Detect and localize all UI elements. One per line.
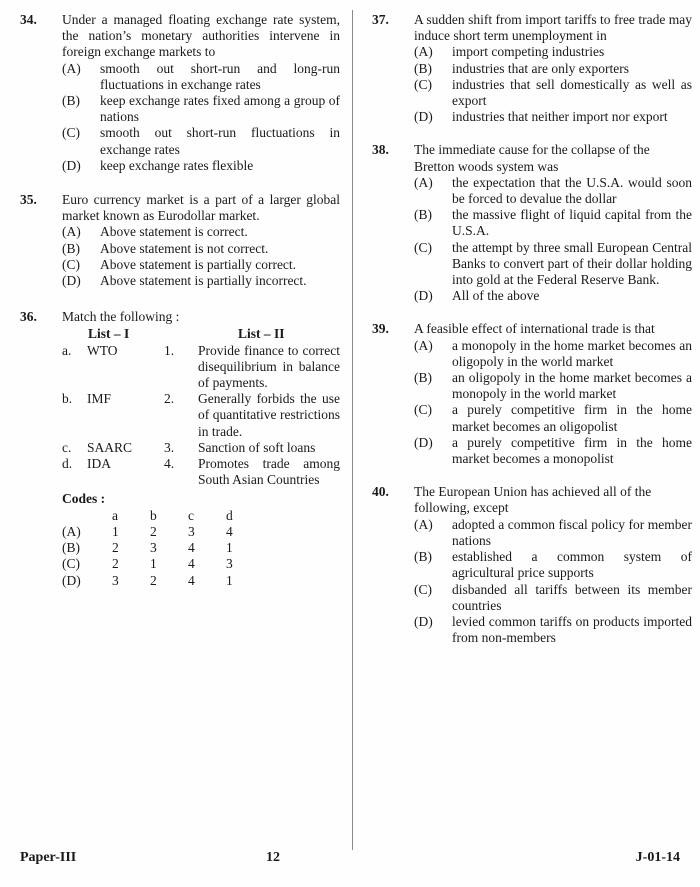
option-list <box>414 175 692 305</box>
option-d[interactable] <box>414 109 692 125</box>
match-left-item: IDA <box>87 456 111 472</box>
option-b[interactable] <box>414 549 692 581</box>
codes-row-d[interactable] <box>62 573 264 589</box>
codes-row-b[interactable] <box>62 540 264 556</box>
option-d[interactable] <box>62 273 340 289</box>
match-key: b. <box>62 391 73 407</box>
option-letter: (D) <box>414 434 433 450</box>
option-letter: (A) <box>414 44 433 60</box>
match-row <box>62 456 340 488</box>
codes-cell: 4 <box>226 523 233 539</box>
question-stem: Under a managed floating exchange rate system, the nation’s monetary authorities intervene in foreign exchange markets to <box>62 12 340 60</box>
option-letter: (B) <box>414 370 432 386</box>
matching-question-block <box>20 309 340 588</box>
question-number: 40. <box>372 484 389 500</box>
codes-header-d: d <box>226 507 233 523</box>
question-number: 34. <box>20 12 37 27</box>
footer-page-number: 12 <box>266 850 280 865</box>
codes-row-a[interactable] <box>62 524 264 540</box>
match-left-item: WTO <box>87 342 118 358</box>
option-text: established a common system of agricultural price supports <box>452 549 692 581</box>
option-a[interactable] <box>414 517 692 549</box>
codes-cell: 4 <box>188 540 195 556</box>
codes-table <box>62 508 264 589</box>
option-list <box>414 44 692 125</box>
option-letter: (C) <box>62 256 80 272</box>
option-letter: (C) <box>62 125 80 141</box>
codes-header-c: c <box>188 507 194 523</box>
match-left-item: IMF <box>87 391 112 407</box>
question-block <box>20 192 340 289</box>
option-d[interactable] <box>414 614 692 646</box>
codes-cell: 3 <box>112 572 119 588</box>
option-letter: (B) <box>62 93 80 109</box>
question-block <box>372 484 692 646</box>
option-d[interactable] <box>62 158 340 174</box>
option-text: Above statement is not correct. <box>100 240 269 256</box>
list-i-header: List – I <box>88 326 130 342</box>
option-b[interactable] <box>414 61 692 77</box>
option-text: industries that sell domestically as well as export <box>452 76 692 109</box>
match-number: 1. <box>164 342 175 358</box>
question-number: 35. <box>20 192 37 208</box>
option-c[interactable] <box>414 402 692 434</box>
footer-paper-code: J-01-14 <box>635 850 680 865</box>
option-text: disbanded all tariffs between its member countries <box>452 581 692 613</box>
option-text: keep exchange rates fixed among a group of nations <box>100 93 340 125</box>
question-number: 39. <box>372 321 389 337</box>
codes-cell: 3 <box>226 556 233 572</box>
option-letter: (B) <box>62 240 80 256</box>
codes-header-a: a <box>112 507 118 523</box>
match-row <box>62 440 340 456</box>
option-b[interactable] <box>62 241 340 257</box>
codes-label: Codes : <box>62 491 106 507</box>
page-footer <box>20 849 680 867</box>
option-a[interactable] <box>62 61 340 93</box>
left-column <box>20 12 340 602</box>
option-letter: (D) <box>62 273 81 289</box>
option-a[interactable] <box>414 44 692 60</box>
option-letter: (D) <box>414 109 433 125</box>
option-a[interactable] <box>414 175 692 207</box>
option-c[interactable] <box>62 125 340 157</box>
codes-cell: 2 <box>112 556 119 572</box>
option-c[interactable] <box>62 257 340 273</box>
option-letter: (B) <box>414 60 432 76</box>
option-list <box>414 517 692 647</box>
option-text: All of the above <box>452 288 540 304</box>
question-block <box>372 12 692 125</box>
option-text: an oligopoly in the home market becomes a monopoly in the world market <box>452 370 692 402</box>
codes-row-label: (B) <box>62 540 80 556</box>
match-number: 3. <box>164 439 175 455</box>
question-stem: The European Union has achieved all of the following, except <box>414 484 652 516</box>
question-number: 38. <box>372 142 389 158</box>
codes-header-row <box>62 508 264 524</box>
question-number: 36. <box>20 309 37 325</box>
option-text: a purely competitive firm in the home market becomes a monopolist <box>452 434 692 467</box>
option-letter: (C) <box>414 239 432 255</box>
option-text: smooth out short-run and long-run fluctuations in exchange rates <box>100 60 340 92</box>
question-block <box>20 12 340 174</box>
option-text: import competing industries <box>452 44 605 60</box>
option-letter: (D) <box>414 613 433 629</box>
option-text: industries that neither import nor export <box>452 109 668 125</box>
option-text: the massive flight of liquid capital from the U.S.A. <box>452 207 692 239</box>
match-right-item: Provide finance to correct disequilibrium in balance of payments. <box>198 342 340 391</box>
codes-cell: 2 <box>150 572 157 588</box>
option-letter: (A) <box>414 337 433 353</box>
match-number: 2. <box>164 391 175 407</box>
question-stem: Match the following : <box>62 309 180 325</box>
option-list <box>62 224 340 289</box>
match-right-item: Generally forbids the use of quantitative restrictions in trade. <box>198 391 340 439</box>
question-stem: The immediate cause for the collapse of the Bretton woods system was <box>414 142 650 174</box>
question-block <box>372 321 692 467</box>
question-stem: A feasible effect of international trade is that <box>414 321 655 337</box>
match-key: a. <box>62 342 72 358</box>
option-letter: (A) <box>414 516 433 532</box>
option-c[interactable] <box>414 582 692 614</box>
column-divider <box>352 10 353 850</box>
question-stem: A sudden shift from import tariffs to free trade may induce short term unemployment in <box>414 12 692 44</box>
codes-row-c[interactable] <box>62 556 264 572</box>
option-a[interactable] <box>62 224 340 240</box>
option-text: levied common tariffs on products imported from non-members <box>452 613 692 646</box>
option-b[interactable] <box>414 207 692 239</box>
codes-cell: 1 <box>226 540 233 556</box>
option-letter: (B) <box>414 549 432 565</box>
option-text: adopted a common fiscal policy for member nations <box>452 516 692 548</box>
option-text: Above statement is correct. <box>100 224 248 240</box>
codes-cell: 1 <box>112 523 119 539</box>
option-b[interactable] <box>414 370 692 402</box>
option-text: Above statement is partially incorrect. <box>100 273 307 289</box>
codes-row-label: (D) <box>62 572 81 588</box>
option-letter: (C) <box>414 76 432 92</box>
question-block <box>372 142 692 304</box>
question-number: 37. <box>372 12 389 27</box>
option-letter: (A) <box>62 60 81 76</box>
codes-cell: 2 <box>112 540 119 556</box>
codes-cell: 4 <box>188 572 195 588</box>
option-letter: (C) <box>414 581 432 597</box>
codes-row-label: (A) <box>62 523 81 539</box>
match-row <box>62 343 340 392</box>
match-key: d. <box>62 456 73 472</box>
option-d[interactable] <box>414 288 692 304</box>
option-text: the attempt by three small European Central Banks to convert part of their dollar holding into gold at the Federal Reserve Bank. <box>452 239 692 288</box>
footer-paper-label: Paper-III <box>20 850 77 865</box>
option-text: a purely competitive firm in the home market becomes an oligopolist <box>452 402 692 434</box>
match-right-item: Promotes trade among South Asian Countries <box>198 456 340 488</box>
option-text: the expectation that the U.S.A. would soon be forced to devalue the dollar <box>452 174 692 207</box>
codes-cell: 3 <box>150 540 157 556</box>
option-letter: (D) <box>62 157 81 173</box>
option-text: smooth out short-run fluctuations in exchange rates <box>100 125 340 157</box>
right-column <box>372 12 692 659</box>
option-text: keep exchange rates flexible <box>100 157 254 173</box>
option-list <box>62 61 340 174</box>
match-header-row <box>62 326 340 342</box>
option-c[interactable] <box>414 77 692 109</box>
question-stem: Euro currency market is a part of a larger global market known as Eurodollar market. <box>62 192 340 224</box>
codes-cell: 1 <box>150 556 157 572</box>
match-left-item: SAARC <box>87 439 133 455</box>
option-letter: (C) <box>414 402 432 418</box>
codes-cell: 2 <box>150 523 157 539</box>
option-letter: (D) <box>414 288 433 304</box>
match-right-item: Sanction of soft loans <box>198 439 316 455</box>
option-text: Above statement is partially correct. <box>100 256 297 272</box>
match-number: 4. <box>164 456 175 472</box>
option-a[interactable] <box>414 338 692 370</box>
codes-row-label: (C) <box>62 556 80 572</box>
option-c[interactable] <box>414 240 692 289</box>
option-text: a monopoly in the home market becomes an oligopoly in the world market <box>452 337 692 369</box>
option-list <box>414 338 692 468</box>
codes-cell: 1 <box>226 572 233 588</box>
option-letter: (A) <box>414 174 433 190</box>
codes-cell: 4 <box>188 556 195 572</box>
codes-cell: 3 <box>188 523 195 539</box>
codes-header-blank <box>62 508 112 524</box>
option-letter: (A) <box>62 224 81 240</box>
codes-header-b: b <box>150 507 157 523</box>
list-ii-header: List – II <box>238 326 285 342</box>
option-text: industries that are only exporters <box>452 60 629 76</box>
option-d[interactable] <box>414 435 692 467</box>
option-letter: (B) <box>414 207 432 223</box>
match-row <box>62 391 340 440</box>
option-b[interactable] <box>62 93 340 125</box>
match-key: c. <box>62 439 72 455</box>
